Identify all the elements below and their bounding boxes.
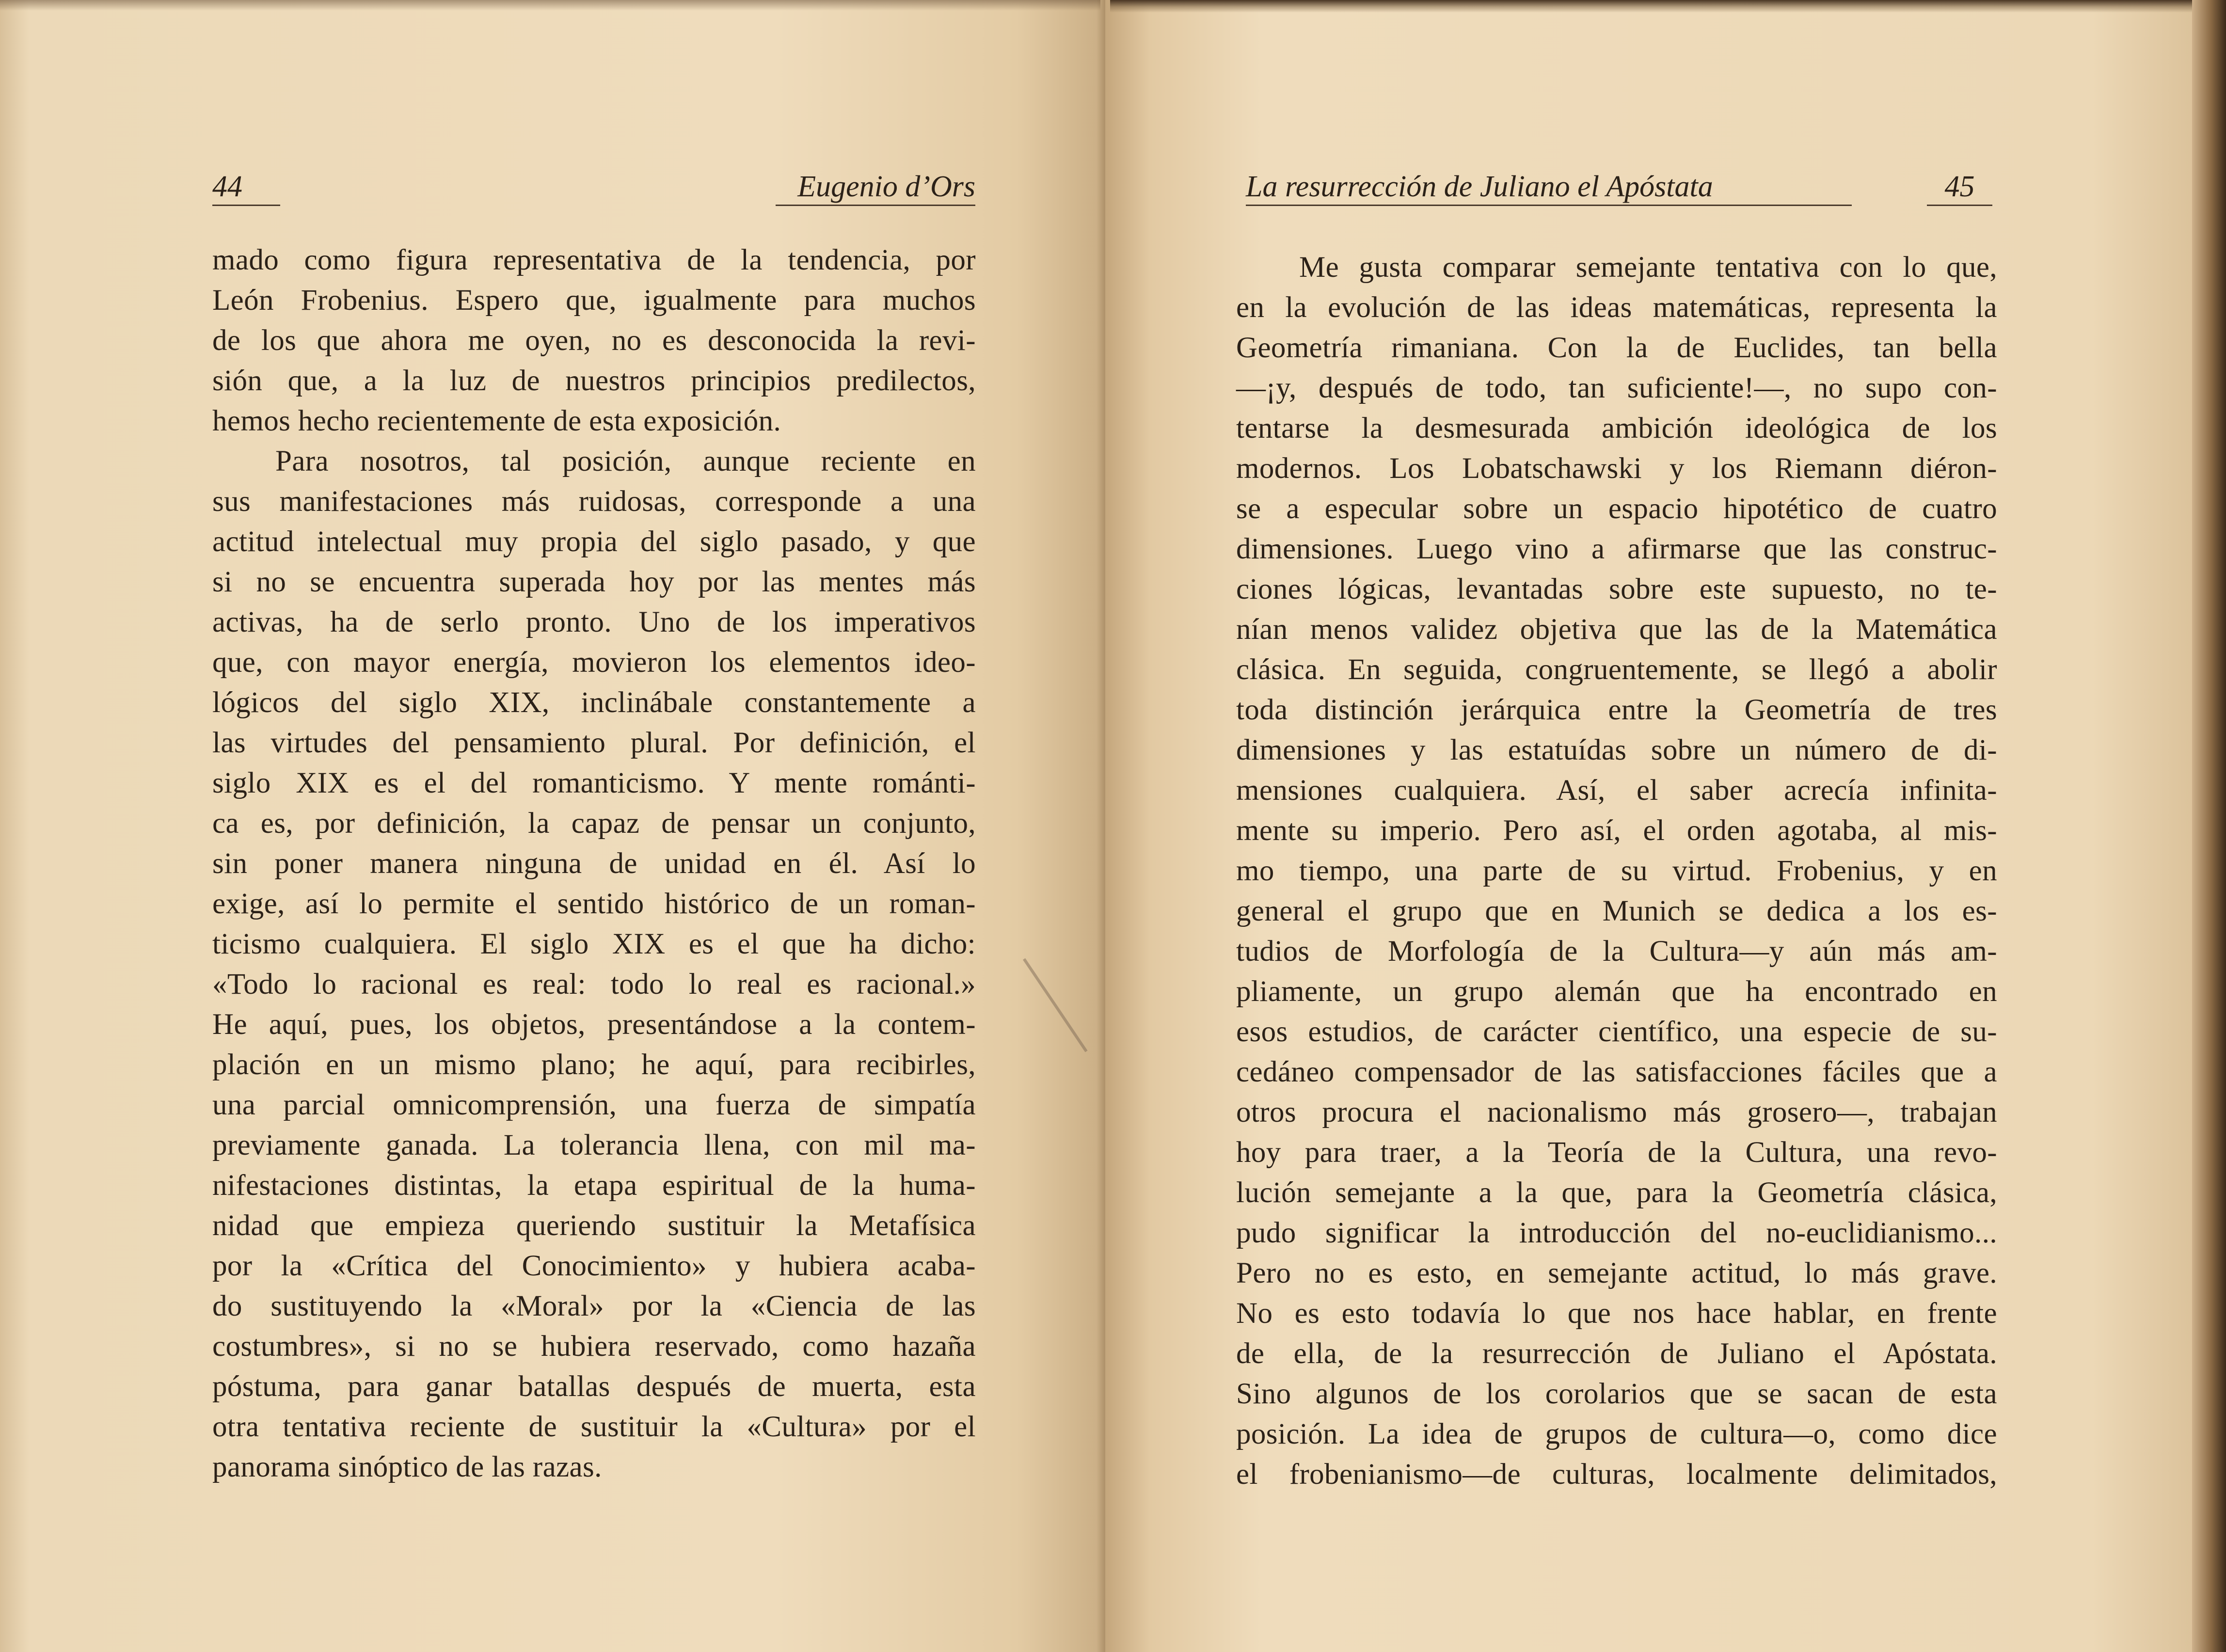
page-number-text: 44 — [212, 170, 242, 203]
right-page-number — [1927, 167, 1992, 206]
text-line: actitud intelectual muy propia del siglo pasado, y que — [212, 525, 976, 558]
running-head-text: Eugenio d’Ors — [797, 170, 975, 203]
text-line: —¡y, después de todo, tan suficiente!—, no supo con- — [1236, 372, 1997, 404]
text-line: mo tiempo, una parte de su virtud. Frobenius, y en — [1236, 855, 1997, 887]
text-line: sus manifestaciones más ruidosas, corresponde a una — [212, 485, 976, 518]
text-line: nían menos validez objetiva que las de la Matemática — [1236, 613, 1997, 646]
running-head-text: La resurrección de Juliano el Apóstata — [1246, 170, 1713, 203]
right-page — [1105, 0, 2226, 1652]
text-line: costumbres», si no se hubiera reservado, como hazaña — [212, 1330, 976, 1363]
text-line: póstuma, para ganar batallas después de muerta, esta — [212, 1370, 976, 1403]
text-line: ca es, por definición, la capaz de pensar un conjunto, — [212, 807, 976, 840]
text-line: de ella, de la resurrección de Juliano el Apóstata. — [1236, 1337, 1997, 1370]
pencil-stroke-mark — [1023, 958, 1088, 1052]
page-number-rule — [212, 205, 280, 206]
text-line: panorama sinóptico de las razas. — [212, 1451, 602, 1483]
text-line: una parcial omnicomprensión, una fuerza de simpatía — [212, 1089, 976, 1121]
text-line: «Todo lo racional es real: todo lo real es racional.» — [212, 968, 976, 1001]
text-line: nifestaciones distintas, la etapa espiritual de la huma- — [212, 1169, 976, 1202]
text-line: toda distinción jerárquica entre la Geometría de tres — [1236, 694, 1997, 726]
text-line: mado como figura representativa de la tendencia, por — [212, 244, 976, 276]
text-line: las virtudes del pensamiento plural. Por definición, el — [212, 727, 976, 759]
text-line: otra tentativa reciente de sustituir la «Cultura» por el — [212, 1411, 976, 1443]
text-line: ticismo cualquiera. El siglo XIX es el que ha dicho: — [212, 928, 976, 960]
text-line: mente su imperio. Pero así, el orden agotaba, al mis- — [1236, 814, 1997, 847]
text-line: lución semejante a la que, para la Geometría clásica, — [1236, 1176, 1997, 1209]
text-line: que, con mayor energía, movieron los elementos ideo- — [212, 646, 976, 679]
running-head-rule — [776, 205, 975, 206]
text-line: He aquí, pues, los objetos, presentándose a la contem- — [212, 1008, 976, 1041]
text-line: Sino algunos de los corolarios que se sacan de esta — [1236, 1378, 1997, 1410]
text-line: exige, así lo permite el sentido histórico de un roman- — [212, 888, 976, 920]
text-line: No es esto todavía lo que nos hace hablar, en frente — [1236, 1297, 1997, 1330]
text-line: posición. La idea de grupos de cultura—o, como dice — [1236, 1418, 1997, 1450]
text-line: siglo XIX es el del romanticismo. Y mente románti- — [212, 767, 976, 799]
left-page — [0, 0, 1105, 1652]
text-line: nidad que empieza queriendo sustituir la Metafísica — [212, 1209, 976, 1242]
text-line: ciones lógicas, levantadas sobre este supuesto, no te- — [1236, 573, 1997, 605]
right-body-text — [1236, 247, 1997, 1494]
text-line: Geometría rimaniana. Con la de Euclides, tan bella — [1236, 332, 1997, 364]
text-line: cedáneo compensador de las satisfacciones fáciles que a — [1236, 1056, 1997, 1088]
text-line: si no se encuentra superada hoy por las mentes más — [212, 566, 976, 598]
text-line: do sustituyendo la «Moral» por la «Ciencia de las — [212, 1290, 976, 1322]
text-line: el frobenianismo—de culturas, localmente delimitados, — [1236, 1458, 1997, 1491]
text-line: dimensiones y las estatuídas sobre un número de di- — [1236, 734, 1997, 766]
text-line: plación en un mismo plano; he aquí, para recibirles, — [212, 1048, 976, 1081]
running-head-rule — [1246, 205, 1852, 206]
text-line: pliamente, un grupo alemán que ha encontrado en — [1236, 975, 1997, 1008]
text-line: previamente ganada. La tolerancia llena, con mil ma- — [212, 1129, 976, 1161]
left-running-head — [776, 167, 975, 206]
text-line: pudo significar la introducción del no-euclidianismo... — [1236, 1217, 1997, 1249]
right-running-head — [1246, 167, 1852, 206]
left-body-text — [212, 240, 976, 1487]
top-edge-wear — [1110, 0, 2196, 13]
page-number-rule — [1927, 205, 1992, 206]
text-line-indented: Me gusta comparar semejante tentativa con lo que, — [1299, 251, 1997, 284]
text-line: de los que ahora me oyen, no es desconocida la revi- — [212, 324, 976, 357]
text-line-indented: Para nosotros, tal posición, aunque reciente en — [275, 445, 976, 477]
text-line: se a especular sobre un espacio hipotético de cuatro — [1236, 492, 1997, 525]
text-line: activas, ha de serlo pronto. Uno de los imperativos — [212, 606, 976, 638]
text-line: por la «Crítica del Conocimiento» y hubiera acaba- — [212, 1250, 976, 1282]
right-page-edge — [2192, 0, 2226, 1652]
text-line: general el grupo que en Munich se dedica a los es- — [1236, 895, 1997, 927]
text-line: clásica. En seguida, congruentemente, se llegó a abolir — [1236, 653, 1997, 686]
top-edge-wear — [0, 0, 1100, 11]
text-line: sin poner manera ninguna de unidad en él. Así lo — [212, 847, 976, 880]
text-line: lógicos del siglo XIX, inclinábale constantemente a — [212, 686, 976, 719]
text-line: modernos. Los Lobatschawski y los Riemann diéron- — [1236, 452, 1997, 485]
text-line: sión que, a la luz de nuestros principios predilectos, — [212, 365, 976, 397]
page-number-text: 45 — [1944, 170, 1975, 203]
text-line: dimensiones. Luego vino a afirmarse que las construc- — [1236, 533, 1997, 565]
text-line: mensiones cualquiera. Así, el saber acrecía infinita- — [1236, 774, 1997, 807]
text-line: tentarse la desmesurada ambición ideológica de los — [1236, 412, 1997, 445]
left-page-number — [212, 167, 280, 206]
text-line: tudios de Morfología de la Cultura—y aún más am- — [1236, 935, 1997, 968]
text-line: hoy para traer, a la Teoría de la Cultura, una revo- — [1236, 1136, 1997, 1169]
text-line: Pero no es esto, en semejante actitud, lo más grave. — [1236, 1257, 1997, 1289]
text-line: hemos hecho recientemente de esta exposición. — [212, 405, 781, 437]
text-line: esos estudios, de carácter científico, una especie de su- — [1236, 1016, 1997, 1048]
text-line: otros procura el nacionalismo más grosero—, trabajan — [1236, 1096, 1997, 1128]
text-line: en la evolución de las ideas matemáticas, representa la — [1236, 291, 1997, 324]
text-line: León Frobenius. Espero que, igualmente para muchos — [212, 284, 976, 317]
